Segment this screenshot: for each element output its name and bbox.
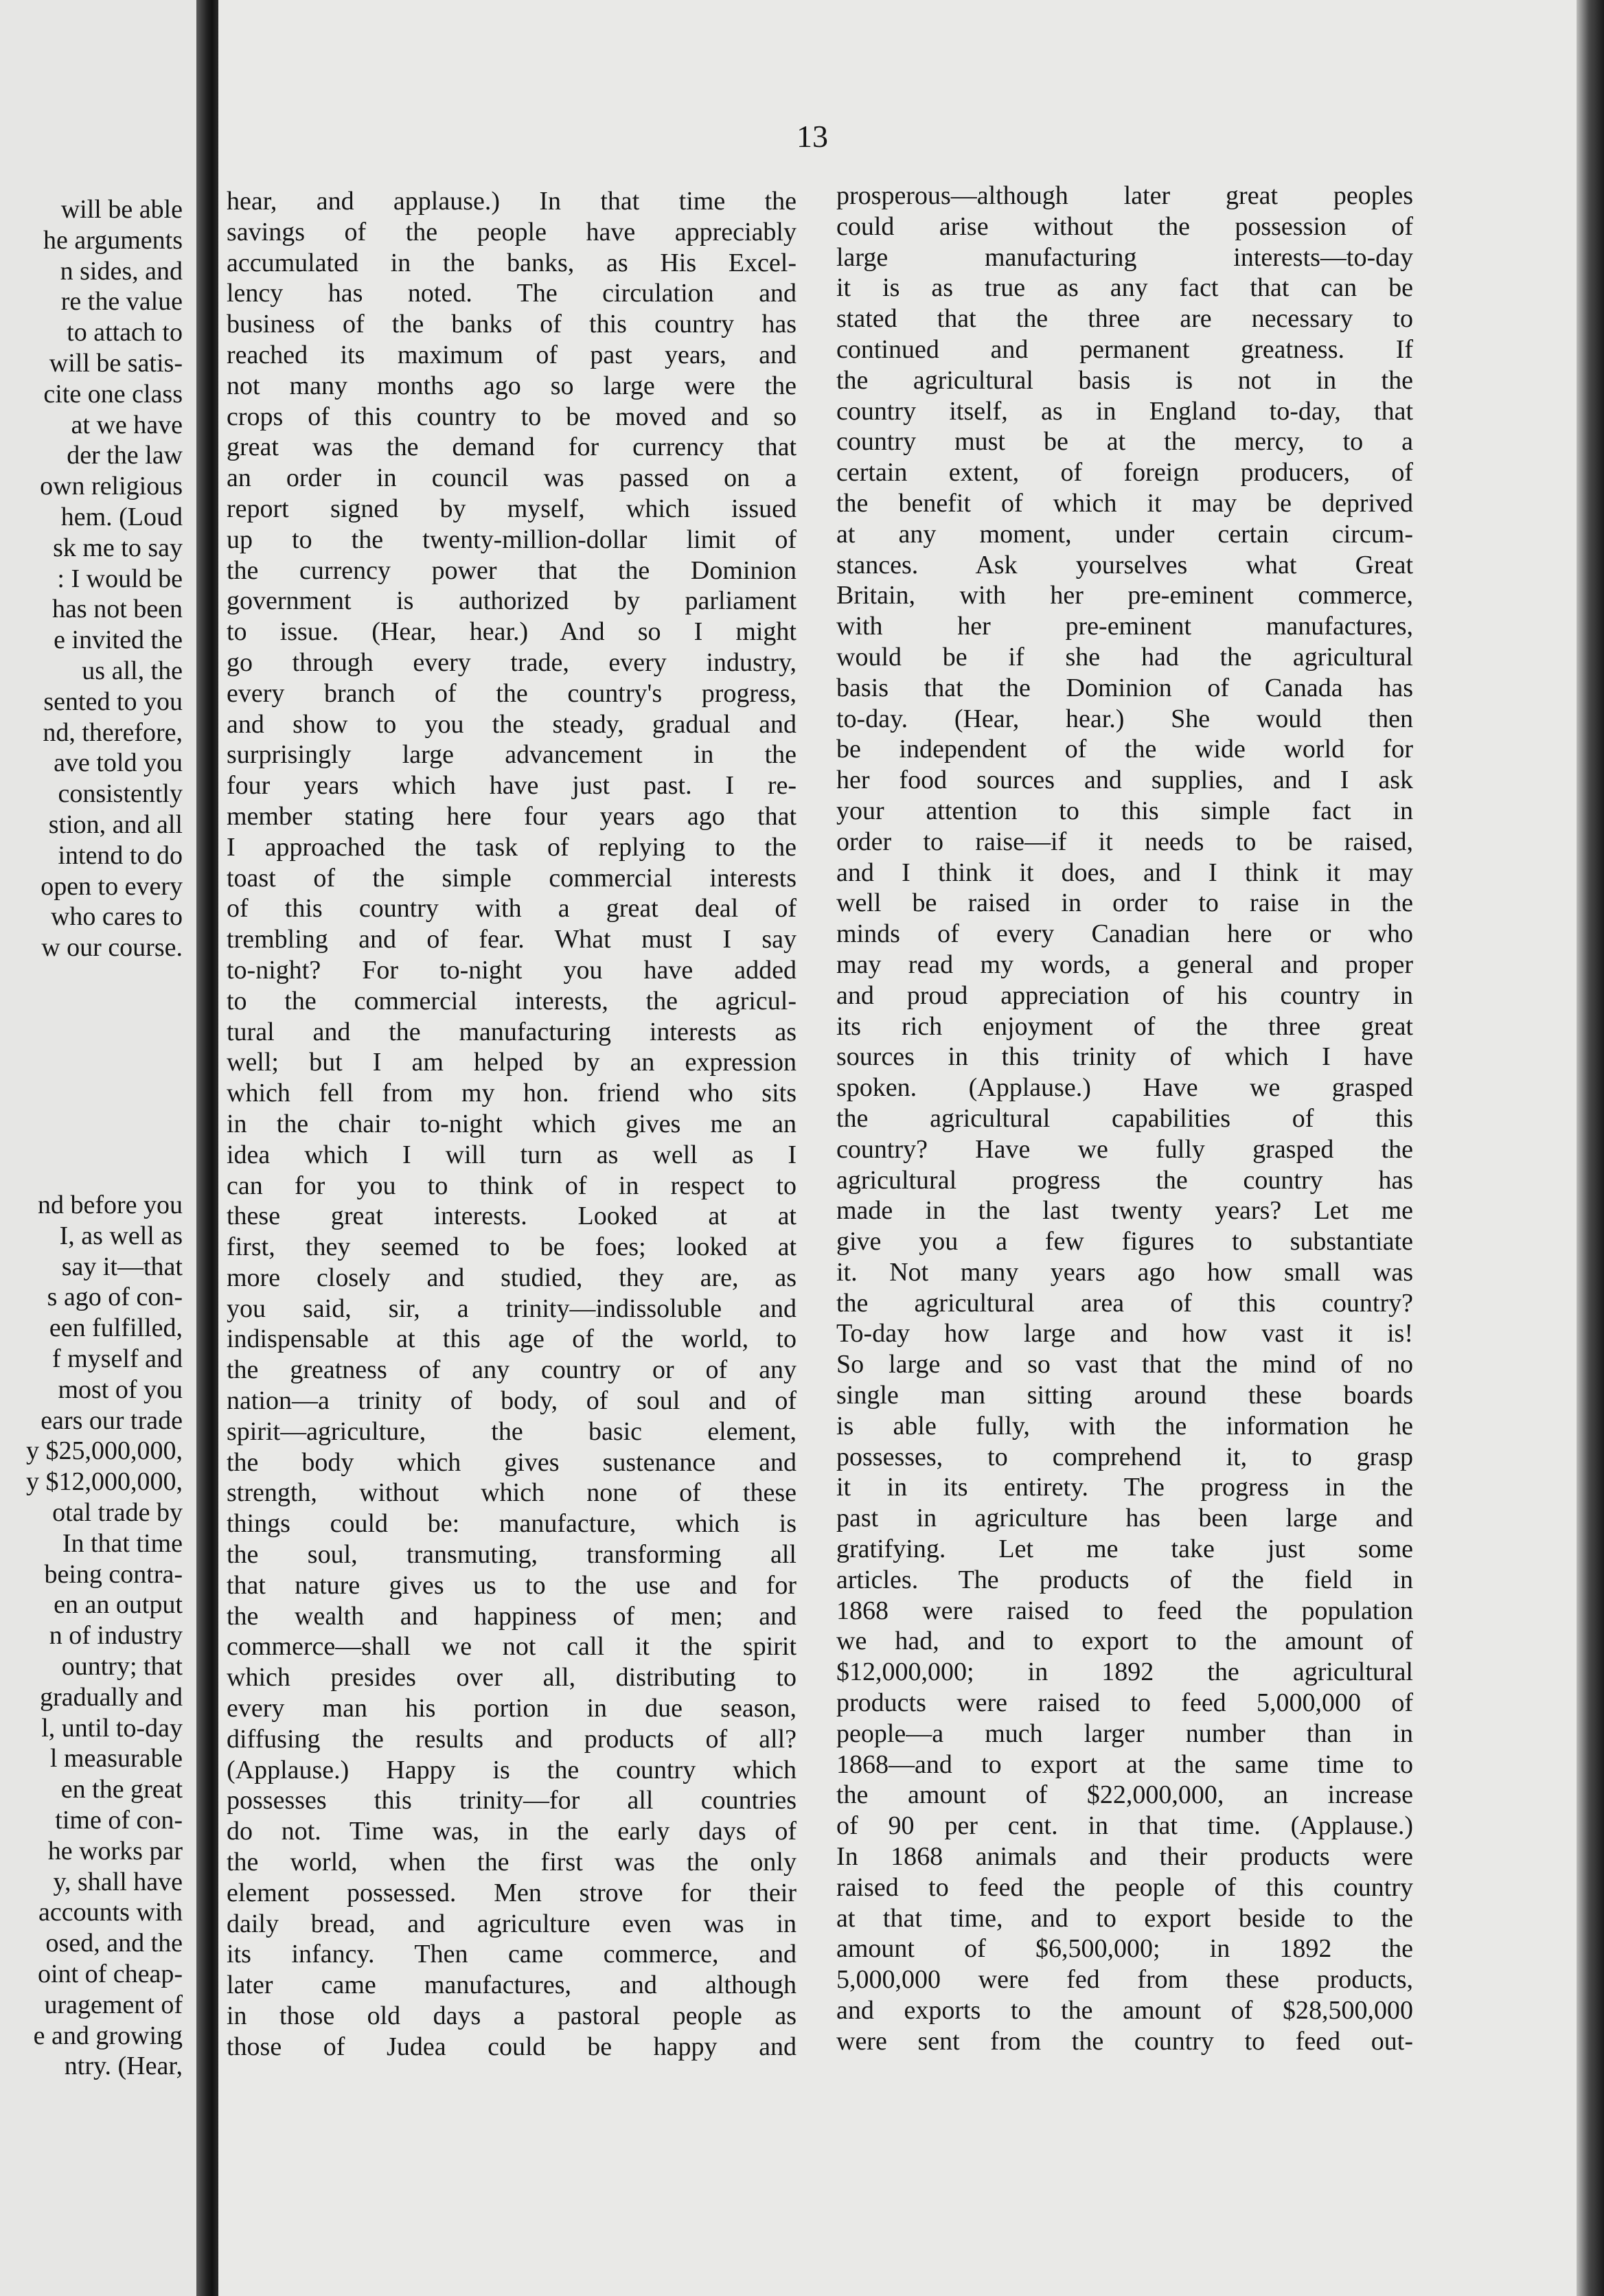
text-line: country must be at the mercy, to a — [836, 427, 1413, 457]
text-line: diffusing the results and products of all? — [227, 1724, 797, 1754]
text-line: member stating here four years ago that — [227, 801, 797, 831]
text-line: government is authorized by parliament — [227, 586, 797, 616]
left-fragment-line: nd before you — [37, 1191, 183, 1219]
left-fragment-line: who cares to — [50, 902, 183, 932]
left-fragment-line: f myself and — [52, 1344, 183, 1373]
left-fragment-line: has not been — [52, 595, 183, 624]
left-fragment-line: e and growing — [33, 2021, 183, 2050]
text-line: In 1868 animals and their products were — [836, 1842, 1413, 1872]
left-fragment-line: y $12,000,000, — [26, 1467, 183, 1497]
text-line: at any moment, under certain circum- — [836, 519, 1413, 549]
left-fragment-line: osed, and the — [45, 1929, 183, 1958]
left-fragment-line: accounts with — [38, 1898, 183, 1927]
text-line: in those old days a pastoral people as — [227, 2001, 797, 2031]
text-line: it. Not many years ago how small was — [836, 1257, 1413, 1287]
text-line: sources in this trinity of which I have — [836, 1042, 1413, 1072]
text-line: report signed by myself, which issued — [227, 494, 797, 523]
text-line: give you a few figures to substantiate — [836, 1227, 1413, 1256]
text-line: past in agriculture has been large and — [836, 1504, 1413, 1533]
text-line: well; but I am helped by an expression — [227, 1048, 797, 1077]
text-line: strength, without which none of these — [227, 1478, 797, 1508]
left-fragment-line: time of con- — [55, 1806, 183, 1835]
text-line: which presides over all, distributing to — [227, 1663, 797, 1692]
left-fragment-line: : I would be — [57, 564, 183, 593]
text-line: crops of this country to be moved and so — [227, 402, 797, 431]
text-line: the wealth and happiness of men; and — [227, 1601, 797, 1631]
text-line: things could be: manufacture, which is — [227, 1509, 797, 1539]
text-line: amount of $6,500,000; in 1892 the — [836, 1934, 1413, 1964]
left-fragment-line: at we have — [71, 410, 183, 439]
text-line: raised to feed the people of this country — [836, 1872, 1413, 1902]
text-line: well be raised in order to raise in the — [836, 888, 1413, 918]
right-column — [836, 181, 1413, 2057]
left-fragment-line: cite one class — [43, 379, 183, 409]
left-fragment-line: will be satis- — [49, 349, 183, 378]
text-line: lency has noted. The circulation and — [227, 279, 797, 308]
text-line: your attention to this simple fact in — [836, 796, 1413, 825]
middle-column — [227, 186, 797, 2063]
text-line: stances. Ask yourselves what Great — [836, 550, 1413, 579]
text-line: spoken. (Applause.) Have we grasped — [836, 1073, 1413, 1103]
text-line: to-day. (Hear, hear.) She would then — [836, 704, 1413, 733]
left-fragment-line: e invited the — [54, 625, 183, 655]
text-line: would be if she had the agricultural — [836, 642, 1413, 671]
text-line: minds of every Canadian here or who — [836, 919, 1413, 949]
text-line: first, they seemed to be foes; looked at — [227, 1232, 797, 1262]
text-line: daily bread, and agriculture even was in — [227, 1909, 797, 1938]
left-fragment-line: nd, therefore, — [43, 718, 183, 747]
left-fragment-line: sk me to say — [53, 533, 183, 562]
text-line: and show to you the steady, gradual and — [227, 709, 797, 739]
left-fragment-line: he arguments — [43, 225, 183, 255]
text-line: her food sources and supplies, and I ask — [836, 766, 1413, 795]
left-fragment-line: re the value — [60, 287, 183, 317]
text-line: and proud appreciation of his country in — [836, 980, 1413, 1010]
left-page-fragment — [0, 0, 206, 2296]
text-line: So large and so vast that the mind of no — [836, 1350, 1413, 1379]
text-line: Britain, with her pre-eminent commerce, — [836, 581, 1413, 610]
text-line: made in the last twenty years? Let me — [836, 1196, 1413, 1226]
left-fragment-line: gradually and — [40, 1682, 183, 1712]
text-line: the agricultural capabilities of this — [836, 1103, 1413, 1133]
left-fragment-line: own religious — [40, 472, 183, 501]
left-fragment-line: en an output — [54, 1590, 183, 1620]
text-line: country itself, as in England to-day, that — [836, 396, 1413, 426]
text-line: four years which have just past. I re- — [227, 771, 797, 801]
text-line: the agricultural basis is not in the — [836, 365, 1413, 395]
text-line: of 90 per cent. in that time. (Applause.) — [836, 1811, 1413, 1841]
text-line: could arise without the possession of — [836, 211, 1413, 241]
left-fragment-line: ountry; that — [61, 1652, 183, 1681]
text-line: it is as true as any fact that can be — [836, 273, 1413, 303]
text-line: toast of the simple commercial interests — [227, 863, 797, 893]
left-fragment-line: say it—that — [61, 1252, 183, 1281]
left-fragment-line: l measurable — [49, 1744, 183, 1773]
text-line: continued and permanent greatness. If — [836, 334, 1413, 364]
text-line: To-day how large and how vast it is! — [836, 1319, 1413, 1348]
text-line: I approached the task of replying to the — [227, 832, 797, 862]
text-line: single man sitting around these boards — [836, 1381, 1413, 1410]
text-line: the benefit of which it may be deprived — [836, 488, 1413, 518]
left-fragment-line: uragement of — [44, 1990, 183, 2019]
text-line: those of Judea could be happy and — [227, 2032, 797, 2061]
left-fragment-line: ntry. (Hear, — [64, 2052, 183, 2081]
text-line: the soul, transmuting, transforming all — [227, 1540, 797, 1570]
text-line: possesses this trinity—for all countries — [227, 1786, 797, 1815]
text-line: can for you to think of in respect to — [227, 1171, 797, 1200]
text-line: up to the twenty-million-dollar limit of — [227, 525, 797, 554]
left-fragment-line: to attach to — [67, 318, 183, 347]
text-line: idea which I will turn as well as I — [227, 1140, 797, 1169]
text-line: these great interests. Looked at at — [227, 1202, 797, 1231]
text-line: the agricultural area of this country? — [836, 1288, 1413, 1318]
text-line: agricultural progress the country has — [836, 1165, 1413, 1195]
text-line: tural and the manufacturing interests as — [227, 1017, 797, 1046]
text-line: products were raised to feed 5,000,000 of — [836, 1688, 1413, 1718]
text-line: 1868—and to export at the same time to — [836, 1749, 1413, 1779]
text-line: element possessed. Men strove for their — [227, 1878, 797, 1907]
text-line: trembling and of fear. What must I say — [227, 925, 797, 954]
text-line: go through every trade, every industry, — [227, 647, 797, 677]
text-line: accumulated in the banks, as His Excel- — [227, 248, 797, 277]
left-fragment-line: ave told you — [54, 748, 183, 778]
text-line: reached its maximum of past years, and — [227, 340, 797, 369]
left-fragment-line: sented to you — [43, 687, 183, 716]
left-fragment-line: intend to do — [58, 840, 183, 870]
left-fragment-line: otal trade by — [52, 1498, 183, 1527]
text-line: spirit—agriculture, the basic element, — [227, 1416, 797, 1446]
page-number: 13 — [797, 119, 828, 154]
text-line: great was the demand for currency that — [227, 433, 797, 462]
text-line: business of the banks of this country has — [227, 310, 797, 339]
left-fragment-line: w our course. — [41, 933, 183, 963]
text-line: it in its entirety. The progress in the — [836, 1473, 1413, 1502]
text-line: in the chair to-night which gives me an — [227, 1109, 797, 1138]
text-line: at that time, and to export beside to the — [836, 1903, 1413, 1933]
text-line: and I think it does, and I think it may — [836, 858, 1413, 887]
text-line: its infancy. Then came commerce, and — [227, 1940, 797, 1969]
left-fragment-line: n of industry — [49, 1621, 183, 1651]
text-line: basis that the Dominion of Canada has — [836, 673, 1413, 702]
text-line: which fell from my hon. friend who sits — [227, 1079, 797, 1108]
text-line: surprisingly large advancement in the — [227, 740, 797, 770]
left-fragment-line: y $25,000,000, — [26, 1436, 183, 1466]
text-line: the world, when the first was the only — [227, 1848, 797, 1877]
left-fragment-line: l, until to-day — [41, 1713, 183, 1743]
text-line: 5,000,000 were fed from these products, — [836, 1965, 1413, 1995]
text-line: more closely and studied, they are, as — [227, 1263, 797, 1292]
left-fragment-line: will be able — [60, 195, 183, 224]
left-fragment-line: der the law — [67, 441, 183, 470]
left-fragment-line: s ago of con- — [47, 1283, 183, 1312]
text-line: possesses, to comprehend it, to grasp — [836, 1442, 1413, 1471]
text-line: prosperous—although later great peoples — [836, 181, 1413, 210]
text-line: the currency power that the Dominion — [227, 555, 797, 585]
text-line: the body which gives sustenance and — [227, 1447, 797, 1477]
text-line: later came manufactures, and although — [227, 1971, 797, 2000]
text-line: we had, and to export to the amount of — [836, 1627, 1413, 1656]
text-line: not many months ago so large were the — [227, 371, 797, 400]
text-line: $12,000,000; in 1892 the agricultural — [836, 1657, 1413, 1687]
left-fragment-line: us all, the — [82, 656, 183, 685]
text-line: to-night? For to-night you have added — [227, 955, 797, 985]
text-line: nation—a trinity of body, of soul and of — [227, 1386, 797, 1416]
text-line: country? Have we fully grasped the — [836, 1134, 1413, 1164]
left-fragment-line: being contra- — [44, 1559, 183, 1589]
text-line: you said, sir, a trinity—indissoluble and — [227, 1294, 797, 1323]
text-line: and exports to the amount of $28,500,000 — [836, 1996, 1413, 2025]
text-line: an order in council was passed on a — [227, 463, 797, 493]
left-fragment-line: I, as well as — [59, 1221, 183, 1250]
text-line: be independent of the wide world for — [836, 735, 1413, 764]
text-line: people—a much larger number than in — [836, 1719, 1413, 1748]
text-line: is able fully, with the information he — [836, 1411, 1413, 1440]
text-line: certain extent, of foreign producers, of — [836, 458, 1413, 487]
text-line: the greatness of any country or of any — [227, 1355, 797, 1385]
text-line: of this country with a great deal of — [227, 894, 797, 923]
text-line: gratifying. Let me take just some — [836, 1535, 1413, 1564]
left-fragment-line: n sides, and — [60, 256, 183, 286]
left-fragment-line: een fulfilled, — [49, 1313, 183, 1343]
left-fragment-line: stion, and all — [48, 810, 183, 839]
text-line: savings of the people have appreciably — [227, 217, 797, 246]
text-line: may read my words, a general and proper — [836, 950, 1413, 979]
left-fragment-line: he works par — [47, 1836, 183, 1866]
text-line: articles. The products of the field in — [836, 1565, 1413, 1594]
text-line: indispensable at this age of the world, to — [227, 1324, 797, 1354]
text-line: with her pre-eminent manufactures, — [836, 612, 1413, 641]
text-line: 1868 were raised to feed the population — [836, 1596, 1413, 1625]
text-line: to the commercial interests, the agricul- — [227, 986, 797, 1015]
left-fragment-line: ears our trade — [41, 1405, 183, 1435]
text-line: hear, and applause.) In that time the — [227, 187, 797, 216]
text-line: do not. Time was, in the early days of — [227, 1817, 797, 1846]
left-fragment-line: y, shall have — [53, 1867, 183, 1896]
text-line: large manufacturing interests—to-day — [836, 242, 1413, 272]
text-line: to issue. (Hear, hear.) And so I might — [227, 617, 797, 647]
text-line: commerce—shall we not call it the spirit — [227, 1632, 797, 1662]
text-line: order to raise—if it needs to be raised, — [836, 827, 1413, 856]
text-line: every branch of the country's progress, — [227, 678, 797, 708]
left-fragment-line: oint of cheap- — [37, 1960, 183, 1988]
text-line: (Applause.) Happy is the country which — [227, 1755, 797, 1784]
left-fragment-line: In that time — [62, 1528, 183, 1558]
text-line: its rich enjoyment of the three great — [836, 1011, 1413, 1041]
left-fragment-line: most of you — [58, 1375, 183, 1404]
left-fragment-line: open to every — [41, 871, 183, 901]
text-line: stated that the three are necessary to — [836, 304, 1413, 334]
text-line: were sent from the country to feed out- — [836, 2026, 1413, 2056]
left-fragment-line: en the great — [60, 1775, 183, 1804]
text-line: the amount of $22,000,000, an increase — [836, 1780, 1413, 1810]
page-edge — [1577, 0, 1604, 2296]
left-fragment-line: consistently — [58, 779, 183, 809]
text-line: every man his portion in due season, — [227, 1694, 797, 1723]
text-line: that nature gives us to the use and for — [227, 1570, 797, 1600]
left-fragment-line: hem. (Loud — [60, 503, 183, 531]
